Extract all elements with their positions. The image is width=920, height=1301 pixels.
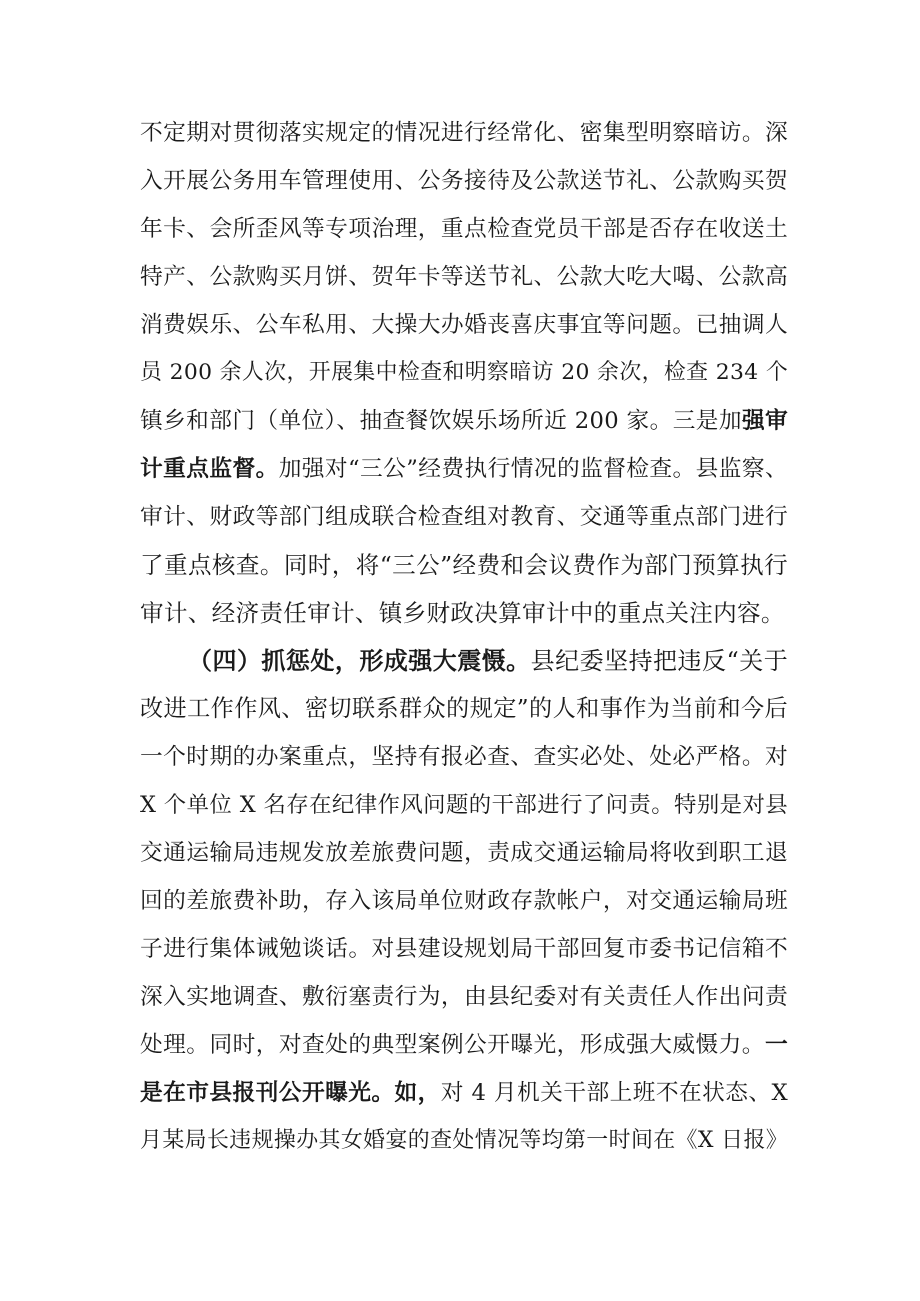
- body-text: [140, 112, 788, 1168]
- text-line-13: 改进工作作风、密切联系群众的规定”的人和事作为当前和今后: [140, 696, 788, 722]
- text-line-22: 月某局长违规操办其女婚宴的查处情况等均第一时间在《X 日报》: [140, 1128, 788, 1153]
- section-heading: （四）抓惩处，形成强大震慑。: [188, 646, 531, 675]
- text-line-16: 交通运输局违规发放差旅费问题，责成交通运输局将收到职工退: [140, 840, 788, 866]
- text-line-4: 特产、公款购买月饼、贺年卡等送节礼、公款大吃大喝、公款高: [140, 264, 788, 290]
- bold-phrase: 一: [764, 1032, 788, 1058]
- text-line-3: 年卡、会所歪风等专项治理，重点检查党员干部是否存在收送土: [140, 216, 788, 242]
- text-line-6: 员 200 余人次，开展集中检查和明察暗访 20 余次，检查 234 个: [140, 360, 788, 385]
- text-line-14: 一个时期的办案重点，坚持有报必查、查实必处、处必严格。对: [140, 744, 788, 770]
- text-line-15: X 个单位 X 名存在纪律作风问题的干部进行了问责。特别是对县: [140, 792, 788, 818]
- text-line-21: 是在市县报刊公开曝光。如，对 4 月机关干部上班不在状态、X: [140, 1080, 788, 1106]
- text-line-10: 了重点核查。同时，将“三公”经费和会议费作为部门预算执行: [140, 551, 788, 579]
- text-line-20: 处理。同时，对查处的典型案例公开曝光，形成强大威慑力。一: [140, 1032, 788, 1058]
- text-line-5: 消费娱乐、公车私用、大操大办婚丧喜庆事宜等问题。已抽调人: [140, 312, 788, 338]
- text-line-17: 回的差旅费补助，存入该局单位财政存款帐户，对交通运输局班: [140, 888, 788, 914]
- bold-phrase: 是在市县报刊公开曝光。如，: [140, 1080, 441, 1106]
- text-line-18: 子进行集体诫勉谈话。对县建设规划局干部回复市委书记信箱不: [140, 936, 788, 962]
- text-line-8: 计重点监督。加强对“三公”经费执行情况的监督检查。县监察、: [140, 456, 788, 482]
- text-line-9: 审计、财政等部门组成联合检查组对教育、交通等重点部门进行: [140, 504, 788, 530]
- text-line-19: 深入实地调查、敷衍塞责行为，由县纪委对有关责任人作出问责: [140, 984, 788, 1010]
- text-line-2: 入开展公务用车管理使用、公务接待及公款送节礼、公款购买贺: [140, 168, 788, 194]
- text-line-7: 镇乡和部门（单位）、抽查餐饮娱乐场所近 200 家。三是加强审: [140, 408, 788, 434]
- text-line-11: 审计、经济责任审计、镇乡财政决算审计中的重点关注内容。: [140, 599, 785, 627]
- text-line-1: 不定期对贯彻落实规定的情况进行经常化、密集型明察暗访。深: [140, 120, 788, 146]
- bold-phrase: 强审: [741, 408, 788, 434]
- bold-phrase: 计重点监督。: [140, 456, 279, 482]
- text-line-12: （四）抓惩处，形成强大震慑。县纪委坚持把违反“关于: [188, 646, 788, 675]
